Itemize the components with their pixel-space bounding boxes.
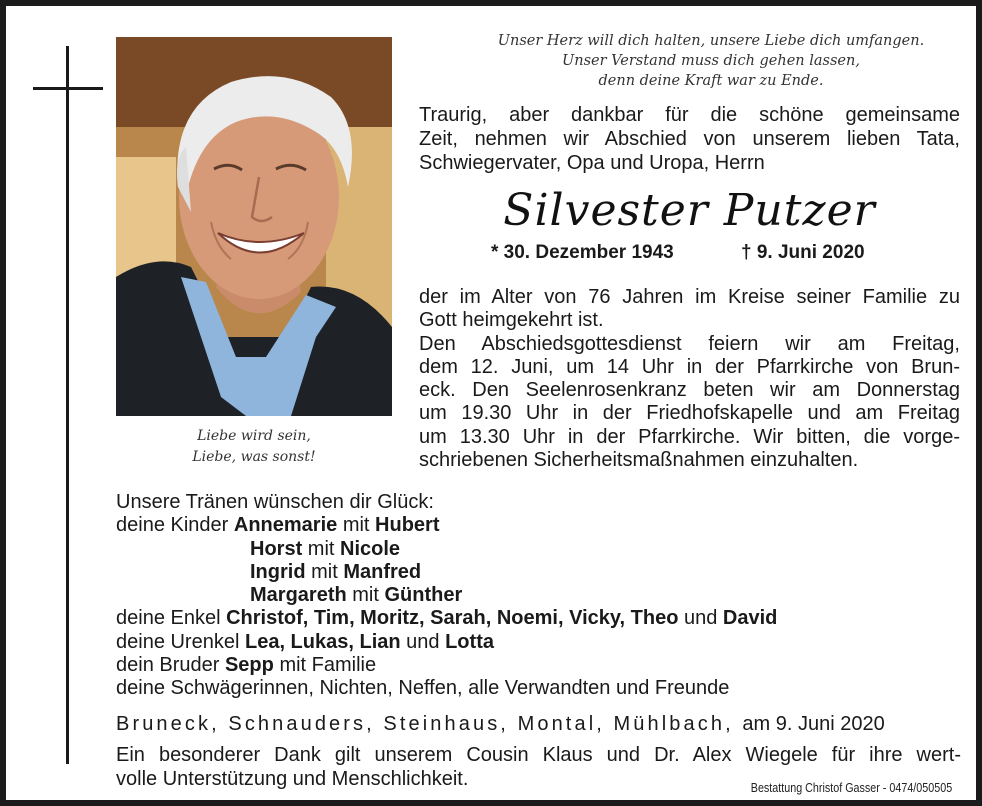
family-row-kinder <box>116 584 976 607</box>
urenkel-last: Lotta <box>445 630 494 653</box>
cross-icon-bar <box>33 87 103 90</box>
funeral-home-footer: Bestattung Christof Gasser - 0474/050505 <box>750 781 952 795</box>
child-name: Annemarie <box>233 514 338 537</box>
intro-line: Schwiegervater, Opa und Uropa, Herrn <box>419 152 765 174</box>
photo-caption <box>116 426 392 468</box>
intro-text <box>419 103 960 175</box>
family-list <box>116 491 976 701</box>
poem-line: Unser Verstand muss dich gehen lassen, <box>562 53 860 69</box>
family-row-kinder <box>116 561 976 584</box>
death-date: † 9. Juni 2020 <box>741 242 865 263</box>
place-date: am 9. Juni 2020 <box>742 713 885 735</box>
family-row-bruder <box>116 654 976 677</box>
und-word: und <box>683 607 718 630</box>
poem <box>426 31 982 91</box>
places-line <box>116 712 938 736</box>
urenkel-names: Lea, Lukas, Lian <box>244 630 401 653</box>
mit-word: mit <box>342 514 370 537</box>
enkel-names: Christof, Tim, Moritz, Sarah, Noemi, Vicky, Theo <box>226 607 679 630</box>
caption-line: Liebe wird sein, <box>197 428 311 444</box>
partner-name: Hubert <box>375 514 440 537</box>
body-line: Den Abschiedsgottesdienst feiern wir am Freitag, <box>419 332 960 355</box>
family-row-kinder <box>116 538 976 561</box>
family-row-enkel <box>116 607 976 630</box>
partner-name: Günther <box>384 584 463 607</box>
family-row-kinder <box>116 514 976 537</box>
portrait-photo <box>116 37 392 416</box>
deceased-name: Silvester Putzer <box>503 185 876 236</box>
child-name: Horst <box>250 537 303 560</box>
intro-line: Zeit, nehmen wir Abschied von unserem lieben Tata, <box>419 128 960 150</box>
bruder-name: Sepp <box>224 654 274 677</box>
family-row-urenkel <box>116 631 976 654</box>
places-list: Bruneck, Schnauders, Steinhaus, Montal, Mühlbach, <box>116 713 734 735</box>
mit-word: mit <box>352 584 379 607</box>
thanks-line: Ein besonderer Dank gilt unserem Cousin Klaus und Dr. Alex Wiegele für ihre wert- <box>116 744 961 766</box>
urenkel-label: deine Urenkel <box>116 630 240 653</box>
kinder-label: deine Kinder <box>116 514 229 537</box>
family-row-others: deine Schwägerinnen, Nichten, Neffen, alle Verwandten und Freunde <box>116 677 730 700</box>
poem-line: denn deine Kraft war zu Ende. <box>598 73 824 89</box>
und-word: und <box>406 630 440 653</box>
body-line: dem 12. Juni, um 14 Uhr in der Pfarrkirche von Brun- <box>419 355 960 378</box>
body-line: Gott heimgekehrt ist. <box>419 309 604 332</box>
poem-line: Unser Herz will dich halten, unsere Liebe dich umfangen. <box>497 33 925 49</box>
body-line: um 13.30 Uhr in der Pfarrkirche. Wir bitten, die vorge- <box>419 425 960 448</box>
enkel-last: David <box>722 607 778 630</box>
thanks-line: volle Unterstützung und Menschlichkeit. <box>116 767 469 790</box>
body-line: der im Alter von 76 Jahren im Kreise seiner Familie zu <box>419 286 960 308</box>
portrait-illustration <box>116 37 392 416</box>
enkel-label: deine Enkel <box>116 607 221 630</box>
body-line: eck. Den Seelenrosenkranz beten wir am Donnerstag <box>419 379 960 402</box>
bruder-label: dein Bruder <box>116 654 220 677</box>
child-name: Ingrid <box>250 560 306 583</box>
mit-word: mit <box>307 537 335 560</box>
partner-name: Nicole <box>340 537 401 560</box>
caption-line: Liebe, was sonst! <box>192 449 316 465</box>
cross-icon <box>66 46 69 764</box>
life-dates <box>491 241 961 265</box>
bruder-suffix: mit Familie <box>279 654 377 677</box>
birth-date: * 30. Dezember 1943 <box>491 242 674 263</box>
intro-line: Traurig, aber dankbar für die schöne gemeinsame <box>419 104 960 126</box>
child-name: Margareth <box>250 584 347 607</box>
body-line: um 19.30 Uhr in der Friedhofskapelle und am Freitag <box>419 402 960 425</box>
mit-word: mit <box>311 560 338 583</box>
family-heading: Unsere Tränen wünschen dir Glück: <box>116 491 434 513</box>
body-text <box>419 286 960 472</box>
body-line: schriebenen Sicherheitsmaßnahmen einzuhalten. <box>419 449 859 472</box>
partner-name: Manfred <box>343 560 422 583</box>
